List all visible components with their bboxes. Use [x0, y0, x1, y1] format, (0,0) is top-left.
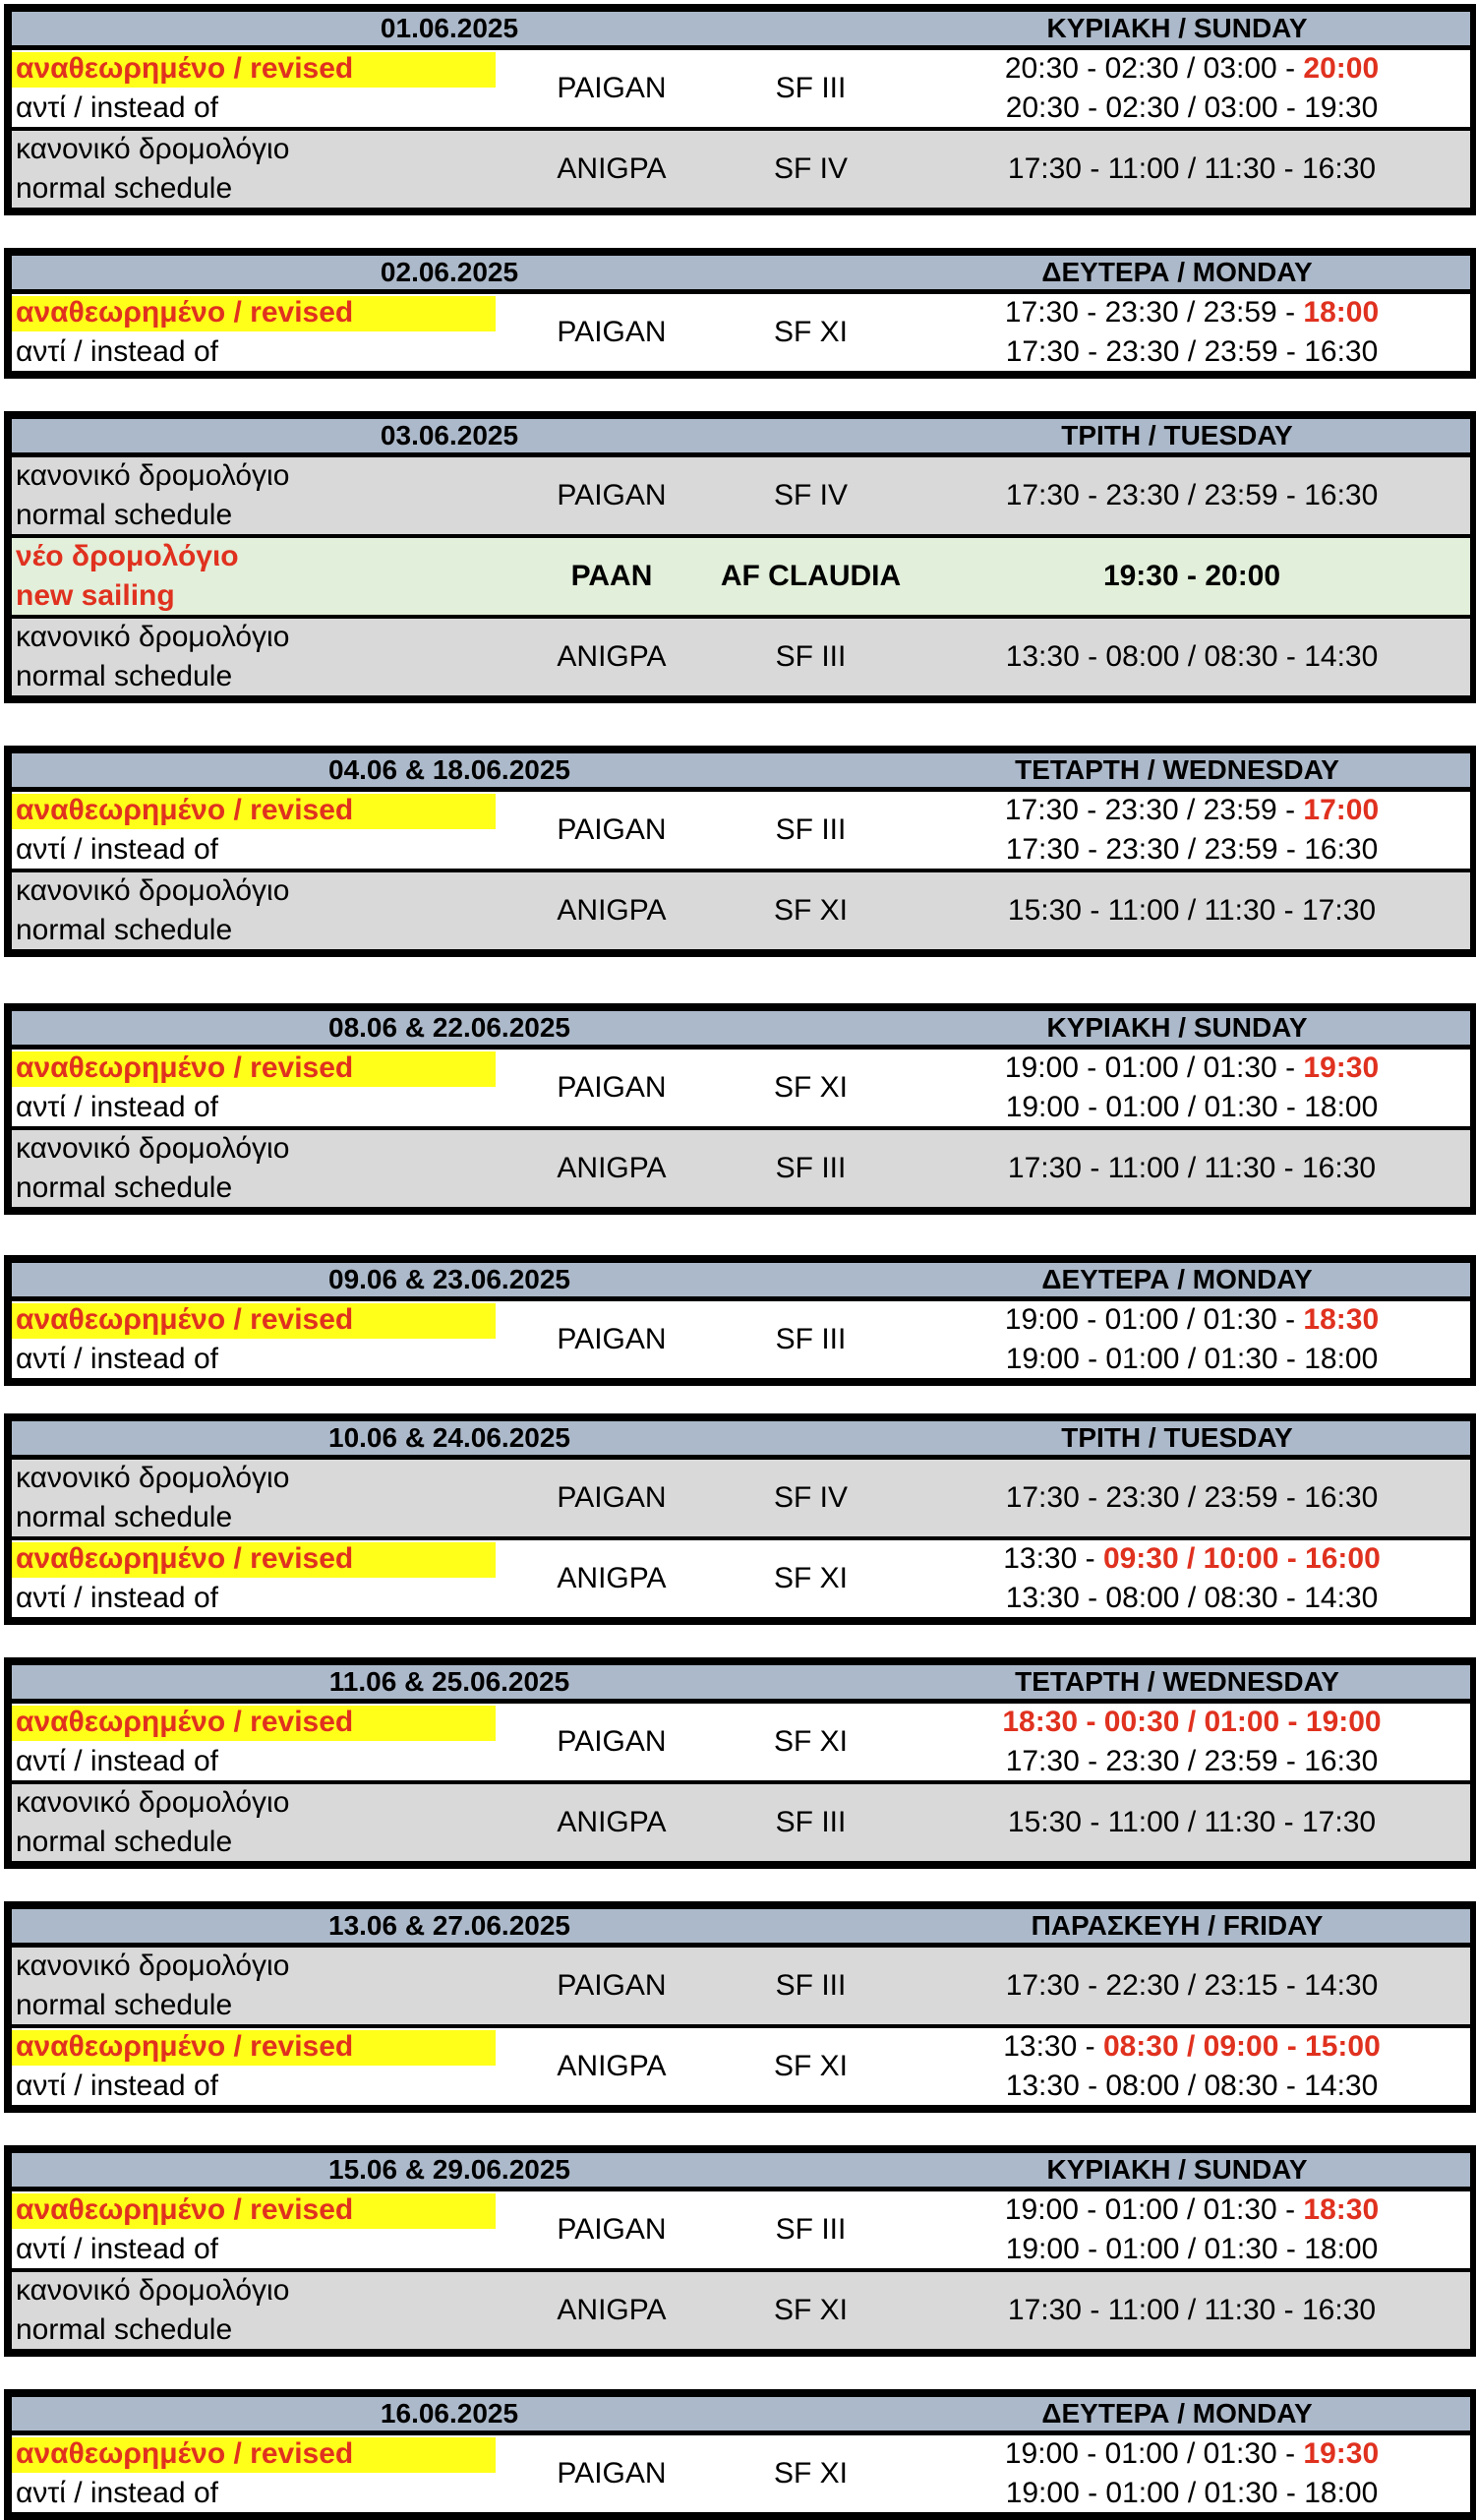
revised-times [936, 1051, 1447, 1085]
time-text: 17:30 - 23:30 / 23:59 - 16:30 [1005, 833, 1379, 866]
row-label-greek: αναθεωρημένο / revised [16, 2030, 354, 2063]
row-label-greek: κανονικό δρομολόγιο [16, 1132, 290, 1165]
revised-times [936, 2193, 1447, 2227]
changed-time: 17:00 [1303, 794, 1380, 826]
original-times [936, 2477, 1447, 2510]
original-times [936, 833, 1447, 867]
time-text: 19:00 - 01:00 / 01:30 - 18:00 [1005, 1343, 1379, 1375]
row-label-english: normal schedule [16, 1171, 233, 1204]
row-label-english: αντί / instead of [16, 1745, 218, 1777]
schedule-block [4, 1255, 1476, 1386]
vessel-name: SF IV [773, 152, 848, 185]
row-label-english: new sailing [16, 579, 175, 612]
block-header [12, 1665, 1470, 1704]
schedule-block [4, 248, 1476, 379]
time-text: 20:30 - 02:30 / 03:00 - [1004, 52, 1304, 85]
route-code: ANIGPA [557, 2050, 667, 2082]
schedule-row [12, 2435, 1470, 2512]
time-text: 19:00 - 01:00 / 01:30 - [1004, 2437, 1304, 2470]
changed-time: 08:30 / 09:00 - 15:00 [1102, 2030, 1381, 2063]
schedule-block [4, 2145, 1476, 2357]
block-date: 09.06 & 23.06.2025 [328, 1264, 570, 1294]
sailing-times: 17:30 - 11:00 / 11:30 - 16:30 [1007, 152, 1377, 185]
schedule-row [12, 1460, 1470, 1536]
schedule-row [12, 294, 1470, 371]
schedule-row [12, 127, 1470, 208]
sailing-times: 17:30 - 11:00 / 11:30 - 16:30 [1007, 1152, 1377, 1184]
block-date: 16.06.2025 [380, 2398, 519, 2429]
route-code: ANIGPA [557, 2294, 667, 2326]
row-label-english: normal schedule [16, 499, 233, 531]
schedule-row [12, 1948, 1470, 2024]
block-day: ΔΕΥΤΕΡΑ / MONDAY [1041, 2398, 1313, 2429]
row-label-greek: κανονικό δρομολόγιο [16, 1950, 290, 1982]
original-times [936, 91, 1447, 125]
route-code: PAIGAN [557, 479, 667, 511]
changed-time: 18:30 - 00:30 / 01:00 - 19:00 [1002, 1706, 1382, 1738]
row-label-english: normal schedule [16, 1989, 233, 2021]
schedule-row [12, 615, 1470, 695]
schedule-block [4, 1657, 1476, 1869]
row-label-greek: αναθεωρημένο / revised [16, 296, 354, 329]
original-times [936, 2233, 1447, 2266]
block-day: ΤΕΤΑΡΤΗ / WEDNESDAY [1015, 1666, 1339, 1697]
row-label-english: normal schedule [16, 1826, 233, 1858]
block-date: 10.06 & 24.06.2025 [328, 1422, 570, 1453]
revised-times [936, 794, 1447, 827]
row-label-english: αντί / instead of [16, 1582, 218, 1614]
time-text: 19:00 - 01:00 / 01:30 - [1004, 1051, 1304, 1084]
vessel-name: SF IV [773, 479, 848, 511]
schedule-row [12, 792, 1470, 869]
schedule-block [4, 4, 1476, 215]
schedule-row [12, 869, 1470, 949]
time-text: 13:30 - 08:00 / 08:30 - 14:30 [1005, 1582, 1379, 1614]
row-label-english: αντί / instead of [16, 1091, 218, 1123]
route-code: PAIGAN [557, 1071, 667, 1104]
vessel-name: SF XI [773, 894, 848, 927]
row-label-greek: αναθεωρημένο / revised [16, 2437, 354, 2470]
row-label-greek: αναθεωρημένο / revised [16, 1303, 354, 1336]
row-label-english: αντί / instead of [16, 335, 218, 368]
block-date: 04.06 & 18.06.2025 [328, 754, 570, 785]
original-times [936, 1091, 1447, 1124]
vessel-name: SF XI [773, 1562, 848, 1594]
block-date: 03.06.2025 [380, 420, 519, 450]
changed-time: 19:30 [1303, 2437, 1380, 2470]
vessel-name: SF III [775, 1969, 847, 2002]
sailing-times: 13:30 - 08:00 / 08:30 - 14:30 [1005, 640, 1379, 673]
block-date: 15.06 & 29.06.2025 [328, 2154, 570, 2185]
route-code: ANIGPA [557, 152, 667, 185]
route-code: PAIGAN [557, 316, 667, 348]
schedule-row [12, 50, 1470, 127]
time-text: 17:30 - 23:30 / 23:59 - [1004, 794, 1304, 826]
row-label-english: αντί / instead of [16, 2070, 218, 2102]
original-times [936, 1343, 1447, 1376]
revised-times [936, 1303, 1447, 1337]
row-label-english: αντί / instead of [16, 833, 218, 866]
sailing-times: 17:30 - 11:00 / 11:30 - 16:30 [1007, 2294, 1377, 2326]
schedule-block [4, 411, 1476, 703]
row-label-english: normal schedule [16, 2313, 233, 2346]
route-code: ANIGPA [557, 1152, 667, 1184]
schedule-row [12, 2024, 1470, 2105]
block-day: ΚΥΡΙΑΚΗ / SUNDAY [1046, 1012, 1308, 1043]
block-header [12, 419, 1470, 457]
changed-time: 18:30 [1303, 2193, 1380, 2226]
block-date: 08.06 & 22.06.2025 [328, 1012, 570, 1043]
block-day: ΤΕΤΑΡΤΗ / WEDNESDAY [1015, 754, 1339, 785]
block-header [12, 1909, 1470, 1948]
schedule-block [4, 1413, 1476, 1625]
block-day: ΤΡΙΤΗ / TUESDAY [1061, 420, 1293, 450]
sailing-times: 17:30 - 23:30 / 23:59 - 16:30 [1005, 479, 1379, 511]
schedule-row [12, 457, 1470, 534]
schedule-block [4, 1901, 1476, 2113]
row-label-english: normal schedule [16, 914, 233, 946]
route-code: PAIGAN [557, 1969, 667, 2002]
row-label-greek: νέο δρομολόγιο [16, 540, 239, 572]
schedule-row [12, 1301, 1470, 1378]
time-text: 19:00 - 01:00 / 01:30 - 18:00 [1005, 2477, 1379, 2509]
row-label-greek: κανονικό δρομολόγιο [16, 2274, 290, 2307]
block-header [12, 1263, 1470, 1301]
sailing-times: 15:30 - 11:00 / 11:30 - 17:30 [1007, 894, 1377, 927]
schedule-row [12, 1050, 1470, 1126]
row-label-greek: κανονικό δρομολόγιο [16, 874, 290, 907]
sailing-times: 17:30 - 23:30 / 23:59 - 16:30 [1005, 1481, 1379, 1514]
row-label-greek: κανονικό δρομολόγιο [16, 1786, 290, 1819]
row-label-english: αντί / instead of [16, 91, 218, 124]
row-label-greek: αναθεωρημένο / revised [16, 794, 354, 826]
route-code: PAIGAN [557, 2457, 667, 2490]
changed-time: 19:30 [1303, 1051, 1380, 1084]
sailing-times: 17:30 - 22:30 / 23:15 - 14:30 [1005, 1969, 1379, 2002]
vessel-name: SF III [775, 2213, 847, 2246]
block-day: ΤΡΙΤΗ / TUESDAY [1061, 1422, 1293, 1453]
schedule-row [12, 1126, 1470, 1207]
row-label-greek: κανονικό δρομολόγιο [16, 133, 290, 165]
block-header [12, 1011, 1470, 1050]
row-label-greek: κανονικό δρομολόγιο [16, 1462, 290, 1494]
vessel-name: AF CLAUDIA [720, 560, 902, 592]
time-text: 19:00 - 01:00 / 01:30 - 18:00 [1005, 1091, 1379, 1123]
block-day: ΔΕΥΤΕΡΑ / MONDAY [1041, 1264, 1313, 1294]
vessel-name: SF III [775, 1152, 847, 1184]
vessel-name: SF XI [773, 2050, 848, 2082]
block-header [12, 2397, 1470, 2435]
schedule-block [4, 746, 1476, 957]
time-text: 17:30 - 23:30 / 23:59 - 16:30 [1005, 1745, 1379, 1777]
schedule-block [4, 1003, 1476, 1215]
revised-times [936, 52, 1447, 86]
row-label-greek: αναθεωρημένο / revised [16, 1051, 354, 1084]
revised-times [936, 1706, 1447, 1739]
time-text: 19:00 - 01:00 / 01:30 - 18:00 [1005, 2233, 1379, 2265]
block-date: 01.06.2025 [380, 13, 519, 43]
revised-times [936, 296, 1447, 330]
route-code: PAIGAN [557, 1481, 667, 1514]
vessel-name: SF XI [773, 1725, 848, 1758]
time-text: 13:30 - [1003, 1542, 1103, 1575]
block-day: ΠΑΡΑΣΚΕΥΗ / FRIDAY [1031, 1910, 1324, 1941]
route-code: ANIGPA [557, 894, 667, 927]
block-header [12, 753, 1470, 792]
block-date: 13.06 & 27.06.2025 [328, 1910, 570, 1941]
revised-times [936, 2437, 1447, 2471]
vessel-name: SF XI [773, 316, 848, 348]
route-code: ANIGPA [557, 640, 667, 673]
changed-time: 09:30 / 10:00 - 16:00 [1102, 1542, 1381, 1575]
changed-time: 20:00 [1303, 52, 1380, 85]
row-label-greek: αναθεωρημένο / revised [16, 52, 354, 85]
time-text: 17:30 - 23:30 / 23:59 - 16:30 [1005, 335, 1379, 368]
vessel-name: SF III [775, 1806, 847, 1838]
original-times [936, 2070, 1447, 2103]
row-label-greek: κανονικό δρομολόγιο [16, 621, 290, 653]
schedule-row [12, 2191, 1470, 2268]
changed-time: 18:00 [1303, 296, 1380, 329]
schedule-row [12, 1536, 1470, 1617]
vessel-name: SF XI [773, 2294, 848, 2326]
original-times [936, 335, 1447, 369]
row-label-english: normal schedule [16, 172, 233, 205]
row-label-english: normal schedule [16, 660, 233, 692]
vessel-name: SF IV [773, 1481, 848, 1514]
schedule-row [12, 2268, 1470, 2349]
row-label-english: αντί / instead of [16, 2477, 218, 2509]
schedule-row [12, 1704, 1470, 1780]
sailing-times: 15:30 - 11:00 / 11:30 - 17:30 [1007, 1806, 1377, 1838]
route-code: PAIGAN [557, 2213, 667, 2246]
vessel-name: SF XI [773, 1071, 848, 1104]
time-text: 19:00 - 01:00 / 01:30 - [1004, 2193, 1304, 2226]
row-label-greek: αναθεωρημένο / revised [16, 1542, 354, 1575]
row-label-english: normal schedule [16, 1501, 233, 1533]
row-label-greek: αναθεωρημένο / revised [16, 1706, 354, 1738]
sailing-times: 19:30 - 20:00 [1102, 560, 1281, 592]
route-code: PAIGAN [557, 813, 667, 846]
time-text: 20:30 - 02:30 / 03:00 - 19:30 [1005, 91, 1379, 124]
block-day: ΚΥΡΙΑΚΗ / SUNDAY [1046, 13, 1308, 43]
route-code: PAAN [570, 560, 653, 592]
revised-times [936, 2030, 1447, 2064]
route-code: PAIGAN [557, 1725, 667, 1758]
block-header [12, 12, 1470, 50]
revised-times [936, 1542, 1447, 1576]
vessel-name: SF III [775, 72, 847, 104]
row-label-greek: αναθεωρημένο / revised [16, 2193, 354, 2226]
time-text: 17:30 - 23:30 / 23:59 - [1004, 296, 1304, 329]
time-text: 19:00 - 01:00 / 01:30 - [1004, 1303, 1304, 1336]
row-label-english: αντί / instead of [16, 1343, 218, 1375]
vessel-name: SF III [775, 1323, 847, 1355]
row-label-english: αντί / instead of [16, 2233, 218, 2265]
route-code: ANIGPA [557, 1806, 667, 1838]
block-date: 11.06 & 25.06.2025 [328, 1666, 570, 1697]
row-label-greek: κανονικό δρομολόγιο [16, 459, 290, 492]
schedule-row [12, 534, 1470, 615]
time-text: 13:30 - 08:00 / 08:30 - 14:30 [1005, 2070, 1379, 2102]
original-times [936, 1582, 1447, 1615]
changed-time: 18:30 [1303, 1303, 1380, 1336]
block-date: 02.06.2025 [380, 257, 519, 287]
block-header [12, 256, 1470, 294]
block-day: ΔΕΥΤΕΡΑ / MONDAY [1041, 257, 1313, 287]
route-code: PAIGAN [557, 1323, 667, 1355]
block-header [12, 2153, 1470, 2191]
block-day: ΚΥΡΙΑΚΗ / SUNDAY [1046, 2154, 1308, 2185]
original-times [936, 1745, 1447, 1778]
route-code: ANIGPA [557, 1562, 667, 1594]
time-text: 13:30 - [1003, 2030, 1103, 2063]
block-header [12, 1421, 1470, 1460]
schedule-row [12, 1780, 1470, 1861]
vessel-name: SF III [775, 813, 847, 846]
schedule-block [4, 2389, 1476, 2520]
route-code: PAIGAN [557, 72, 667, 104]
vessel-name: SF XI [773, 2457, 848, 2490]
vessel-name: SF III [775, 640, 847, 673]
